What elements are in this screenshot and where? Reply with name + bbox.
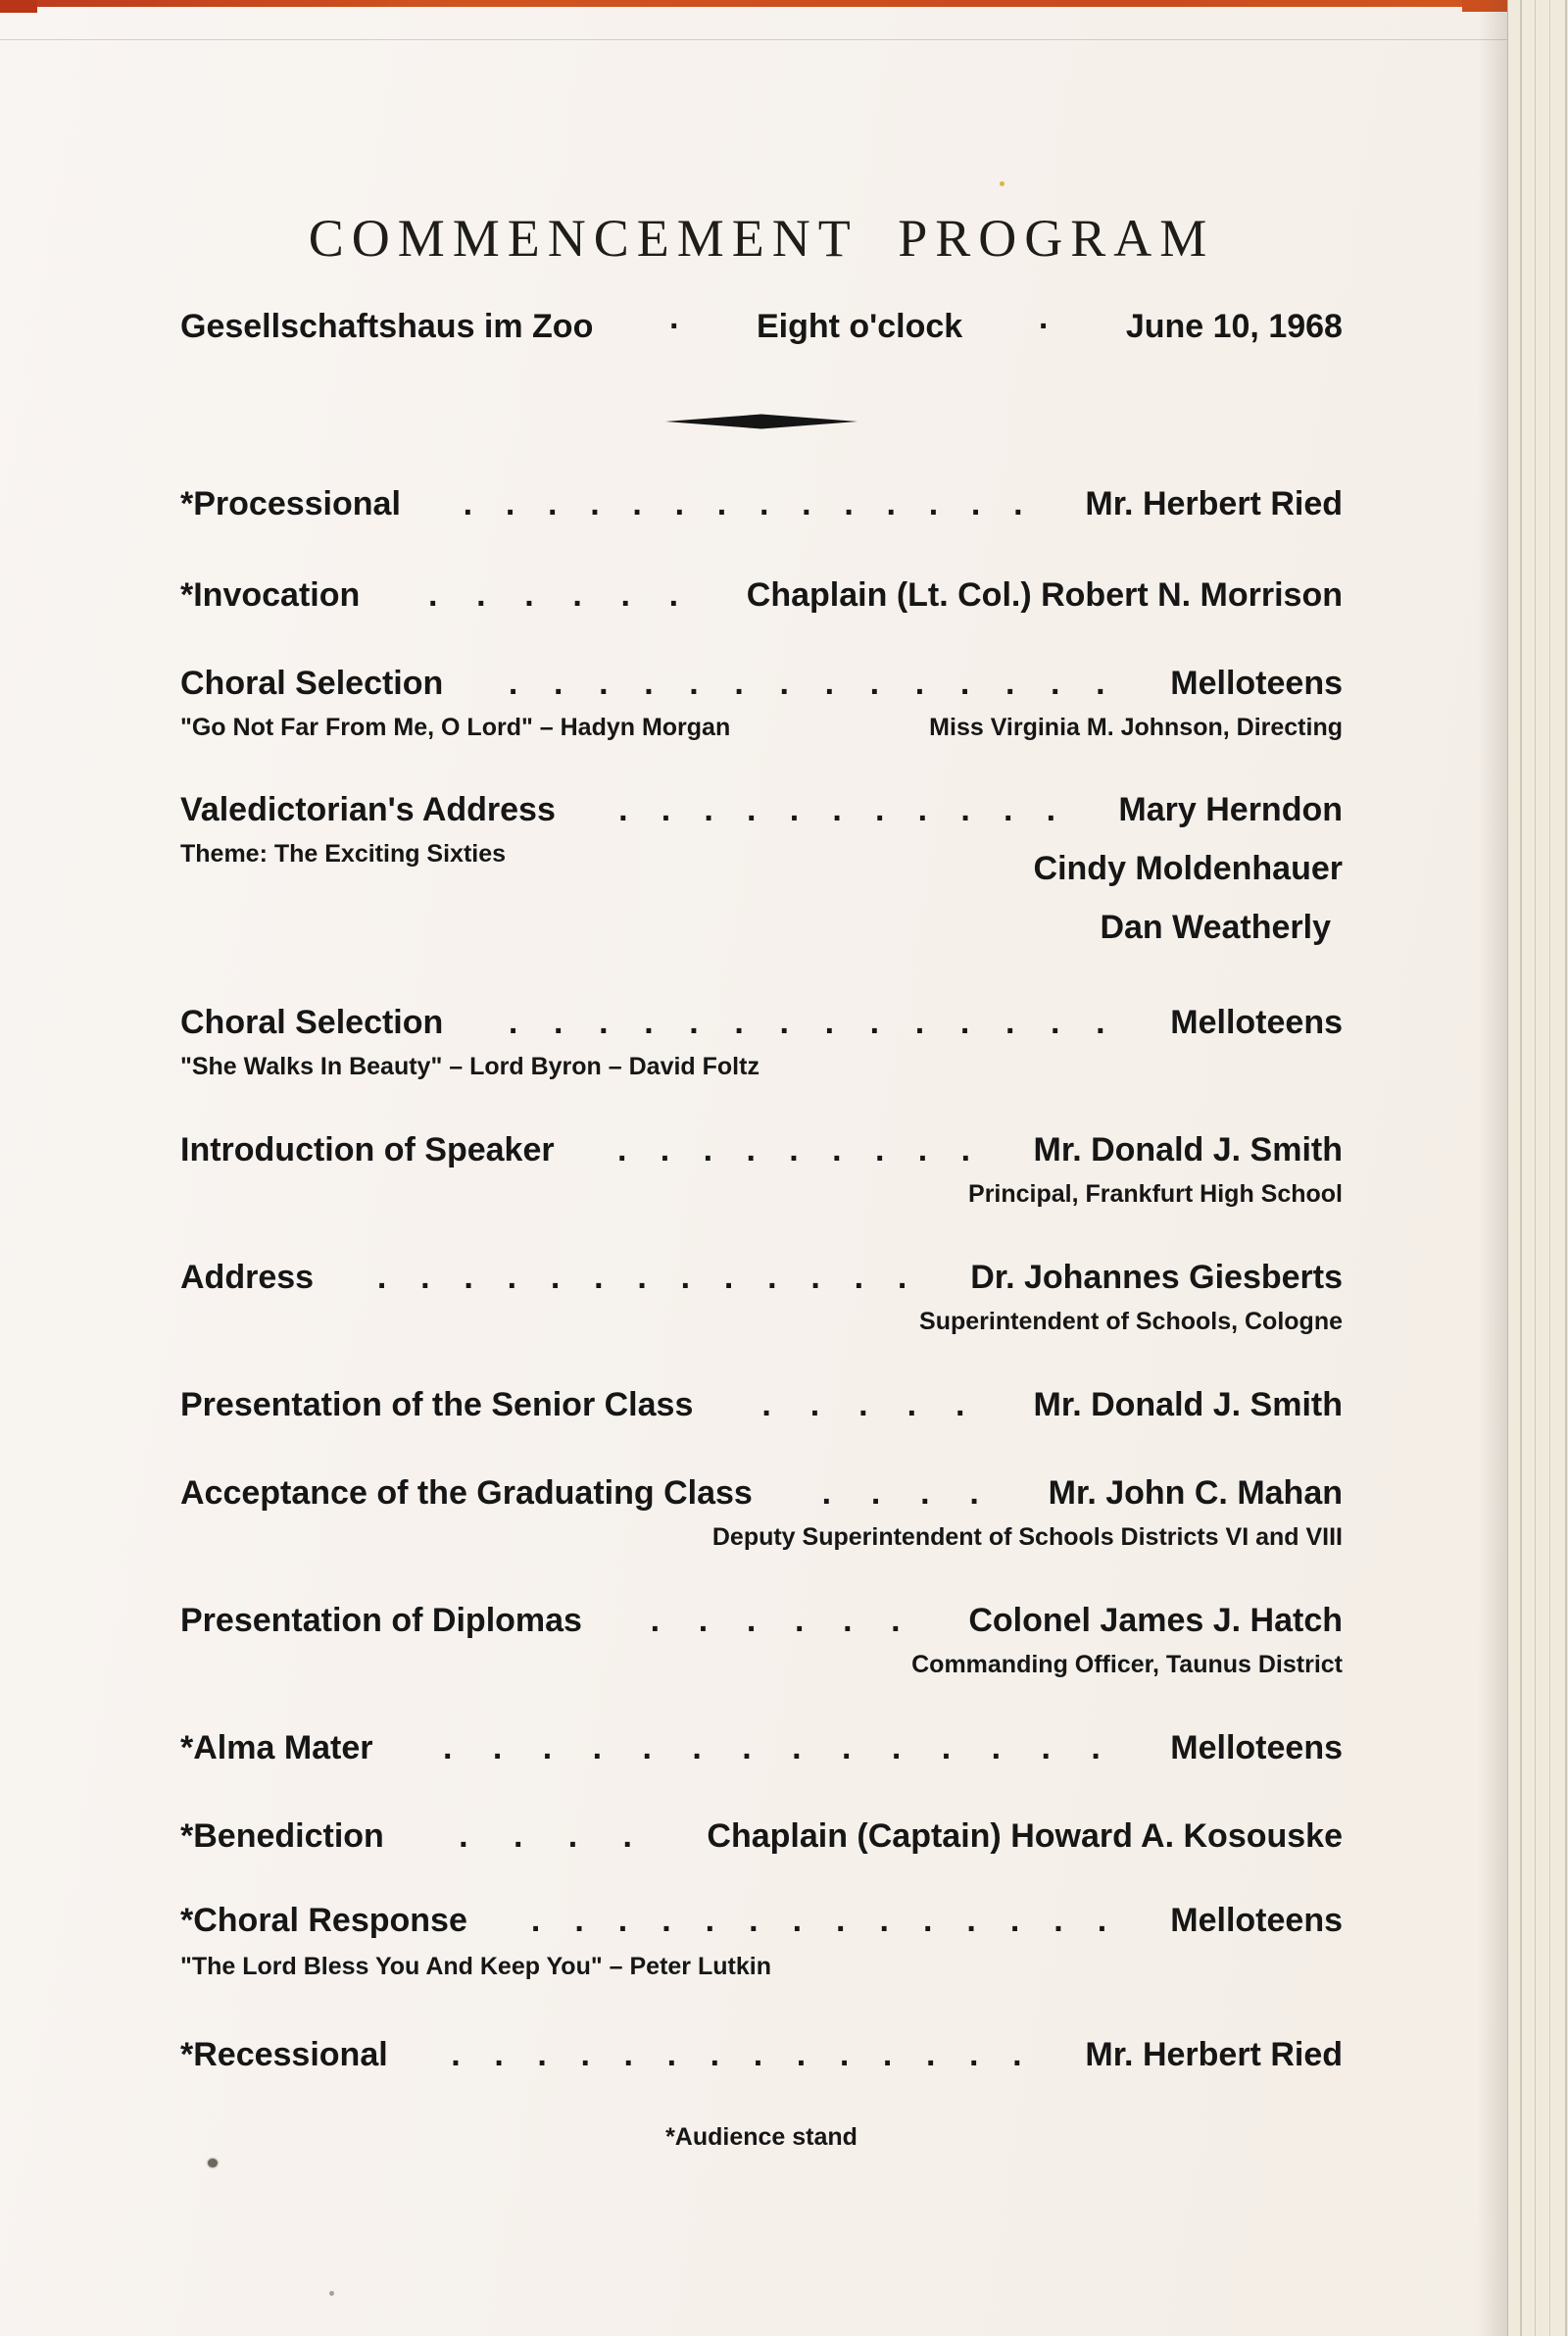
program-item-valedictorians-address: [180, 790, 1343, 830]
dot-leader: . . . . . . . . . . . . . .: [451, 2036, 1022, 2073]
item-performer: Mr. John C. Mahan: [1048, 1474, 1343, 1512]
program-item-presentation-senior-class: [180, 1385, 1343, 1425]
dot-leader: . . . .: [459, 1817, 632, 1855]
program-item-invocation: [180, 575, 1343, 616]
item-title: *Invocation: [180, 576, 361, 614]
scan-speck: [208, 2159, 218, 2167]
item-title: Choral Selection: [180, 1004, 444, 1041]
item-performer: Mr. Herbert Ried: [1085, 485, 1343, 522]
page-edge-line: [1549, 0, 1550, 2336]
item-title: *Processional: [180, 485, 401, 522]
item-title: *Choral Response: [180, 1902, 467, 1939]
item-performer: Chaplain (Lt. Col.) Robert N. Morrison: [746, 576, 1343, 614]
song-credit: "She Walks In Beauty" – Lord Byron – David Foltz: [180, 1053, 760, 1080]
item-performer: Colonel James J. Hatch: [968, 1602, 1343, 1639]
item-performer: Melloteens: [1170, 1004, 1343, 1041]
item-performer: Mr. Donald J. Smith: [1033, 1131, 1343, 1168]
event-date: June 10, 1968: [1125, 308, 1343, 345]
item-title: *Benediction: [180, 1817, 384, 1855]
program-subtext: [180, 1650, 1343, 1680]
speaker-role: Deputy Superintendent of Schools Districts VI and VIII: [711, 1523, 1343, 1551]
program-subtext: [180, 1952, 1343, 1982]
program-item-alma-mater: [180, 1728, 1343, 1768]
scan-speck: [1000, 181, 1004, 186]
item-title: Acceptance of the Graduating Class: [180, 1474, 753, 1512]
item-performer: Dr. Johannes Giesberts: [970, 1259, 1343, 1296]
item-title: *Recessional: [180, 2036, 388, 2073]
program-item-choral-response: [180, 1901, 1343, 1941]
scan-top-edge: [0, 0, 1568, 7]
item-title: Valedictorian's Address: [180, 791, 556, 828]
dot-leader: . . . . . .: [650, 1602, 901, 1639]
separator-dot: ·: [669, 308, 681, 345]
program-subtext: [180, 1179, 1343, 1210]
item-performer: Mr. Herbert Ried: [1085, 2036, 1343, 2073]
dot-leader: . . . . . . . . . . . . . .: [508, 1004, 1105, 1041]
page-edge-line: [1507, 0, 1508, 2336]
dot-leader: . . . . . . . . . . . . . .: [530, 1902, 1107, 1939]
fold-shadow: [1478, 0, 1507, 2336]
dot-leader: . . . . . . . . . . . . . .: [442, 1729, 1101, 1766]
venue-name: Gesellschaftshaus im Zoo: [180, 308, 594, 345]
item-performer: Mary Herndon: [1118, 791, 1343, 828]
dot-leader: . . . . .: [761, 1386, 965, 1423]
item-title: Address: [180, 1259, 315, 1296]
item-title: Presentation of Diplomas: [180, 1602, 582, 1639]
item-performer: Melloteens: [1170, 1729, 1343, 1766]
program-subtext: [180, 1052, 1343, 1082]
paper-crease-line: [0, 39, 1507, 40]
divider-ornament: [180, 414, 1343, 429]
item-performer: Melloteens: [1170, 1902, 1343, 1939]
program-item-processional: [180, 484, 1343, 524]
separator-dot: ·: [1038, 308, 1051, 345]
program-item-acceptance-graduating-class: [180, 1473, 1343, 1514]
page-edge-line: [1565, 0, 1567, 2336]
event-details-line: [180, 308, 1343, 346]
program-item-choral-selection-2: [180, 1003, 1343, 1043]
scan-speck: [329, 2291, 334, 2296]
program-subtext: [180, 713, 1343, 743]
diamond-divider-icon: [665, 414, 858, 429]
program-item-recessional: [180, 2035, 1343, 2075]
dot-leader: . . . .: [821, 1474, 979, 1512]
page-edge-line: [1535, 0, 1536, 2336]
program-item-introduction-of-speaker: [180, 1130, 1343, 1170]
speaker-role: Principal, Frankfurt High School: [968, 1180, 1343, 1208]
theme-note: Theme: The Exciting Sixties: [180, 840, 507, 868]
program-subtext: [180, 1522, 1343, 1553]
director-credit: Miss Virginia M. Johnson, Directing: [929, 714, 1343, 741]
dot-leader: . . . . . . . . . . .: [618, 791, 1056, 828]
program-item-benediction: [180, 1816, 1343, 1857]
program-item-address: [180, 1258, 1343, 1298]
item-performer: Mr. Donald J. Smith: [1033, 1386, 1343, 1423]
speaker-name: Dan Weatherly: [1100, 909, 1331, 946]
item-title: Choral Selection: [180, 665, 444, 702]
page-title: COMMENCEMENT PROGRAM: [308, 209, 1215, 268]
dot-leader: . . . . . . . . . . . . . .: [463, 485, 1023, 522]
song-credit: "Go Not Far From Me, O Lord" – Hadyn Morgan: [180, 714, 731, 741]
speaker-role: Superintendent of Schools, Cologne: [919, 1308, 1343, 1335]
page-edge-line: [1520, 0, 1522, 2336]
booklet-page-edges: [1507, 0, 1568, 2336]
speaker-role: Commanding Officer, Taunus District: [911, 1651, 1343, 1678]
audience-stand-footnote: *Audience stand: [665, 2123, 858, 2151]
scan-top-edge-left: [0, 0, 37, 13]
item-title: Introduction of Speaker: [180, 1131, 555, 1168]
dot-leader: . . . . . .: [427, 576, 679, 614]
speaker-name: Cindy Moldenhauer: [1033, 850, 1343, 887]
song-credit: "The Lord Bless You And Keep You" – Peter Lutkin: [180, 1953, 771, 1980]
item-performer: Melloteens: [1170, 665, 1343, 702]
dot-leader: . . . . . . . . . . . . . .: [508, 665, 1105, 702]
item-title: *Alma Mater: [180, 1729, 373, 1766]
item-title: Presentation of the Senior Class: [180, 1386, 694, 1423]
event-time: Eight o'clock: [756, 308, 963, 345]
dot-leader: . . . . . . . . .: [616, 1131, 971, 1168]
program-item-choral-selection-1: [180, 664, 1343, 704]
item-performer: Chaplain (Captain) Howard A. Kosouske: [707, 1817, 1343, 1855]
dot-leader: . . . . . . . . . . . . .: [376, 1259, 907, 1296]
program-subtext: [180, 1307, 1343, 1337]
program-item-presentation-of-diplomas: [180, 1601, 1343, 1641]
